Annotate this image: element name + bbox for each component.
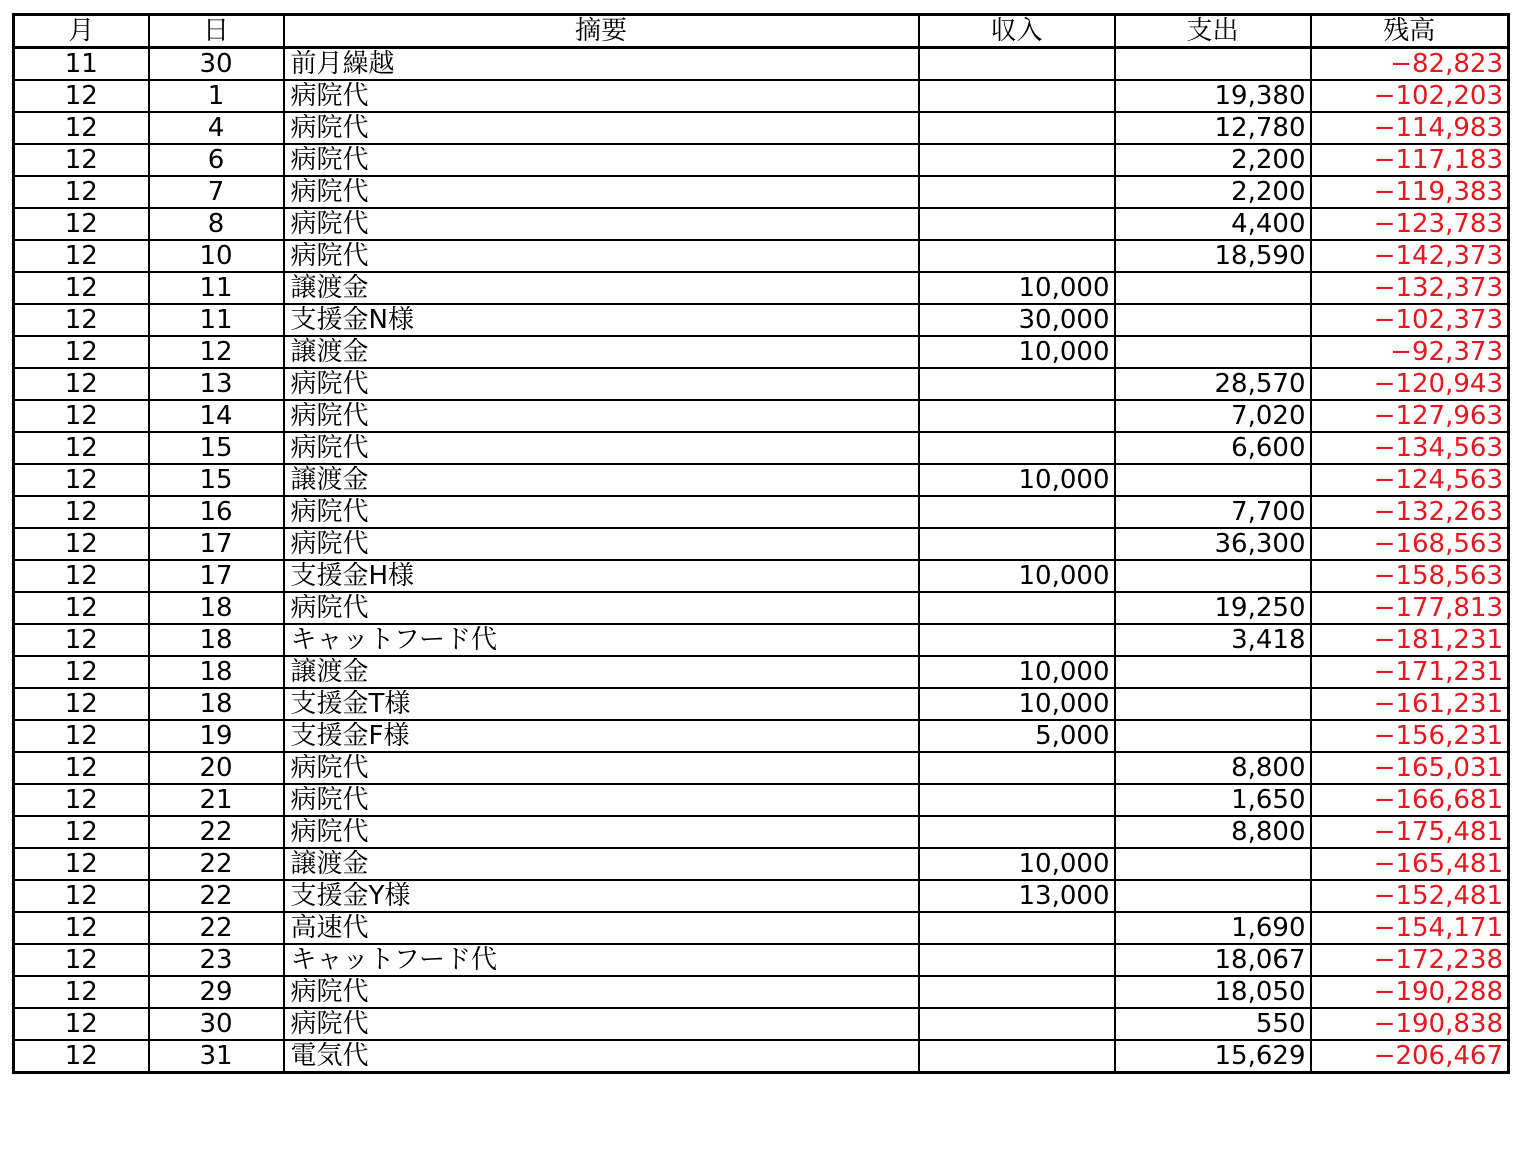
table-row — [14, 624, 1509, 656]
cell-balance: −177,813 — [1311, 592, 1509, 624]
cell-day: 29 — [149, 976, 284, 1008]
header-row — [14, 15, 1509, 48]
cell-description: 病院代 — [284, 144, 919, 176]
cell-income: 5,000 — [919, 720, 1115, 752]
cell-month: 12 — [14, 912, 149, 944]
cell-day: 13 — [149, 368, 284, 400]
cell-month: 12 — [14, 528, 149, 560]
cell-income — [919, 176, 1115, 208]
table-row — [14, 880, 1509, 912]
table-row — [14, 816, 1509, 848]
cell-balance: −158,563 — [1311, 560, 1509, 592]
cell-month: 12 — [14, 176, 149, 208]
cell-income — [919, 976, 1115, 1008]
cell-month: 12 — [14, 112, 149, 144]
cell-description: キャットフード代 — [284, 624, 919, 656]
cell-income: 10,000 — [919, 336, 1115, 368]
ledger-header — [14, 15, 1509, 48]
cell-month: 12 — [14, 496, 149, 528]
cell-expense: 36,300 — [1115, 528, 1311, 560]
cell-income — [919, 528, 1115, 560]
cell-description: 病院代 — [284, 1008, 919, 1040]
cell-day: 17 — [149, 528, 284, 560]
cell-day: 8 — [149, 208, 284, 240]
cell-month: 12 — [14, 944, 149, 976]
cell-income: 10,000 — [919, 272, 1115, 304]
cell-description: 支援金F様 — [284, 720, 919, 752]
cell-description: 支援金N様 — [284, 304, 919, 336]
cell-income — [919, 496, 1115, 528]
ledger-body — [14, 48, 1509, 1073]
cell-description: 病院代 — [284, 432, 919, 464]
cell-balance: −161,231 — [1311, 688, 1509, 720]
cell-expense: 1,690 — [1115, 912, 1311, 944]
header-expense: 支出 — [1115, 15, 1311, 48]
cell-description: 支援金T様 — [284, 688, 919, 720]
cell-month: 12 — [14, 240, 149, 272]
table-row — [14, 336, 1509, 368]
cell-balance: −114,983 — [1311, 112, 1509, 144]
cell-day: 18 — [149, 656, 284, 688]
cell-balance: −119,383 — [1311, 176, 1509, 208]
cell-income: 10,000 — [919, 848, 1115, 880]
cell-description: 譲渡金 — [284, 336, 919, 368]
cell-description: 支援金Y様 — [284, 880, 919, 912]
table-row — [14, 784, 1509, 816]
cell-description: 電気代 — [284, 1040, 919, 1073]
table-row — [14, 912, 1509, 944]
cell-day: 22 — [149, 912, 284, 944]
cell-balance: −120,943 — [1311, 368, 1509, 400]
cell-month: 12 — [14, 656, 149, 688]
cell-expense — [1115, 336, 1311, 368]
table-row — [14, 368, 1509, 400]
cell-balance: −127,963 — [1311, 400, 1509, 432]
cell-income — [919, 48, 1115, 81]
table-row — [14, 560, 1509, 592]
cell-income — [919, 592, 1115, 624]
cell-day: 17 — [149, 560, 284, 592]
cell-expense — [1115, 720, 1311, 752]
cell-description: 病院代 — [284, 112, 919, 144]
cell-description: 病院代 — [284, 176, 919, 208]
cell-day: 11 — [149, 304, 284, 336]
cell-expense — [1115, 304, 1311, 336]
header-month: 月 — [14, 15, 149, 48]
cell-month: 12 — [14, 848, 149, 880]
cell-expense — [1115, 464, 1311, 496]
table-row — [14, 1008, 1509, 1040]
cell-month: 12 — [14, 464, 149, 496]
cell-expense — [1115, 848, 1311, 880]
cell-day: 30 — [149, 48, 284, 81]
cell-description: 病院代 — [284, 80, 919, 112]
cell-expense — [1115, 272, 1311, 304]
cell-day: 15 — [149, 464, 284, 496]
cell-expense: 18,067 — [1115, 944, 1311, 976]
cell-balance: −190,838 — [1311, 1008, 1509, 1040]
cell-description: 病院代 — [284, 496, 919, 528]
cell-month: 12 — [14, 592, 149, 624]
cell-month: 12 — [14, 816, 149, 848]
cell-income — [919, 240, 1115, 272]
cell-description: 病院代 — [284, 208, 919, 240]
table-row — [14, 848, 1509, 880]
header-income: 収入 — [919, 15, 1115, 48]
cell-income — [919, 1008, 1115, 1040]
cell-month: 12 — [14, 336, 149, 368]
cell-income: 30,000 — [919, 304, 1115, 336]
cell-balance: −190,288 — [1311, 976, 1509, 1008]
cell-day: 7 — [149, 176, 284, 208]
cell-month: 12 — [14, 720, 149, 752]
cell-day: 10 — [149, 240, 284, 272]
cell-income: 10,000 — [919, 560, 1115, 592]
cell-day: 18 — [149, 592, 284, 624]
table-row — [14, 528, 1509, 560]
cell-day: 14 — [149, 400, 284, 432]
cell-day: 1 — [149, 80, 284, 112]
cell-expense: 3,418 — [1115, 624, 1311, 656]
cell-day: 22 — [149, 848, 284, 880]
cell-balance: −132,263 — [1311, 496, 1509, 528]
cell-month: 12 — [14, 80, 149, 112]
header-day: 日 — [149, 15, 284, 48]
cell-description: 病院代 — [284, 240, 919, 272]
cell-month: 12 — [14, 272, 149, 304]
cell-expense: 18,050 — [1115, 976, 1311, 1008]
cell-income — [919, 1040, 1115, 1073]
cell-expense: 15,629 — [1115, 1040, 1311, 1073]
cell-description: キャットフード代 — [284, 944, 919, 976]
cell-balance: −132,373 — [1311, 272, 1509, 304]
cell-day: 19 — [149, 720, 284, 752]
table-row — [14, 432, 1509, 464]
cell-balance: −165,031 — [1311, 752, 1509, 784]
cell-income — [919, 144, 1115, 176]
table-row — [14, 272, 1509, 304]
table-row — [14, 976, 1509, 1008]
cell-expense: 18,590 — [1115, 240, 1311, 272]
cell-balance: −181,231 — [1311, 624, 1509, 656]
cell-description: 病院代 — [284, 400, 919, 432]
cell-description: 病院代 — [284, 976, 919, 1008]
table-row — [14, 688, 1509, 720]
cell-expense: 4,400 — [1115, 208, 1311, 240]
table-row — [14, 1040, 1509, 1073]
cell-balance: −124,563 — [1311, 464, 1509, 496]
cell-expense — [1115, 560, 1311, 592]
cell-day: 30 — [149, 1008, 284, 1040]
cell-expense: 6,600 — [1115, 432, 1311, 464]
cell-income — [919, 432, 1115, 464]
cell-month: 12 — [14, 208, 149, 240]
cell-expense: 7,020 — [1115, 400, 1311, 432]
cell-expense — [1115, 656, 1311, 688]
table-row — [14, 400, 1509, 432]
cell-month: 12 — [14, 368, 149, 400]
cell-expense: 550 — [1115, 1008, 1311, 1040]
cell-description: 譲渡金 — [284, 848, 919, 880]
cell-day: 21 — [149, 784, 284, 816]
cell-day: 22 — [149, 880, 284, 912]
table-row — [14, 240, 1509, 272]
cell-balance: −123,783 — [1311, 208, 1509, 240]
cell-balance: −206,467 — [1311, 1040, 1509, 1073]
cell-balance: −102,373 — [1311, 304, 1509, 336]
cell-balance: −82,823 — [1311, 48, 1509, 81]
cell-month: 12 — [14, 560, 149, 592]
cell-month: 12 — [14, 688, 149, 720]
cell-description: 病院代 — [284, 752, 919, 784]
cell-month: 12 — [14, 752, 149, 784]
header-balance: 残高 — [1311, 15, 1509, 48]
cell-balance: −152,481 — [1311, 880, 1509, 912]
table-row — [14, 48, 1509, 81]
cell-description: 病院代 — [284, 816, 919, 848]
cell-description: 高速代 — [284, 912, 919, 944]
cell-expense: 2,200 — [1115, 144, 1311, 176]
cell-balance: −168,563 — [1311, 528, 1509, 560]
table-row — [14, 304, 1509, 336]
cell-expense: 19,250 — [1115, 592, 1311, 624]
cell-month: 12 — [14, 400, 149, 432]
table-row — [14, 80, 1509, 112]
cell-description: 譲渡金 — [284, 272, 919, 304]
table-row — [14, 944, 1509, 976]
cell-day: 18 — [149, 624, 284, 656]
cell-balance: −156,231 — [1311, 720, 1509, 752]
cell-income — [919, 400, 1115, 432]
cell-expense — [1115, 48, 1311, 81]
cell-month: 12 — [14, 784, 149, 816]
cell-day: 22 — [149, 816, 284, 848]
cell-balance: −165,481 — [1311, 848, 1509, 880]
cell-income: 10,000 — [919, 688, 1115, 720]
cell-balance: −166,681 — [1311, 784, 1509, 816]
cell-balance: −92,373 — [1311, 336, 1509, 368]
cell-month: 12 — [14, 624, 149, 656]
cell-expense: 8,800 — [1115, 752, 1311, 784]
cell-month: 12 — [14, 1040, 149, 1073]
cell-description: 病院代 — [284, 528, 919, 560]
cell-description: 譲渡金 — [284, 656, 919, 688]
cell-expense: 7,700 — [1115, 496, 1311, 528]
cell-month: 12 — [14, 432, 149, 464]
table-row — [14, 656, 1509, 688]
cell-month: 12 — [14, 144, 149, 176]
cell-day: 31 — [149, 1040, 284, 1073]
cell-balance: −134,563 — [1311, 432, 1509, 464]
cell-day: 15 — [149, 432, 284, 464]
cell-balance: −142,373 — [1311, 240, 1509, 272]
cell-description: 病院代 — [284, 784, 919, 816]
cell-income — [919, 912, 1115, 944]
cell-expense: 1,650 — [1115, 784, 1311, 816]
cell-description: 病院代 — [284, 592, 919, 624]
cell-income — [919, 208, 1115, 240]
cell-income — [919, 944, 1115, 976]
cell-expense — [1115, 880, 1311, 912]
table-row — [14, 144, 1509, 176]
cell-income: 13,000 — [919, 880, 1115, 912]
cell-income — [919, 368, 1115, 400]
cell-expense: 2,200 — [1115, 176, 1311, 208]
table-row — [14, 208, 1509, 240]
cell-expense — [1115, 688, 1311, 720]
header-description: 摘要 — [284, 15, 919, 48]
cell-income — [919, 624, 1115, 656]
cell-month: 11 — [14, 48, 149, 81]
cell-income: 10,000 — [919, 656, 1115, 688]
cell-month: 12 — [14, 976, 149, 1008]
cell-balance: −117,183 — [1311, 144, 1509, 176]
cell-description: 前月繰越 — [284, 48, 919, 81]
cell-balance: −154,171 — [1311, 912, 1509, 944]
cell-month: 12 — [14, 880, 149, 912]
cell-day: 11 — [149, 272, 284, 304]
cell-expense: 12,780 — [1115, 112, 1311, 144]
cell-day: 20 — [149, 752, 284, 784]
cell-day: 23 — [149, 944, 284, 976]
cell-balance: −172,238 — [1311, 944, 1509, 976]
cell-income — [919, 816, 1115, 848]
cell-day: 12 — [149, 336, 284, 368]
cell-income — [919, 112, 1115, 144]
cell-expense: 28,570 — [1115, 368, 1311, 400]
cell-income — [919, 80, 1115, 112]
cell-day: 6 — [149, 144, 284, 176]
cell-day: 18 — [149, 688, 284, 720]
cell-balance: −171,231 — [1311, 656, 1509, 688]
cell-balance: −175,481 — [1311, 816, 1509, 848]
table-row — [14, 176, 1509, 208]
cell-description: 譲渡金 — [284, 464, 919, 496]
cell-month: 12 — [14, 304, 149, 336]
cell-expense: 19,380 — [1115, 80, 1311, 112]
table-row — [14, 112, 1509, 144]
cell-expense: 8,800 — [1115, 816, 1311, 848]
cell-income — [919, 784, 1115, 816]
table-row — [14, 592, 1509, 624]
cell-income: 10,000 — [919, 464, 1115, 496]
table-row — [14, 464, 1509, 496]
ledger-table — [12, 13, 1510, 1074]
cell-income — [919, 752, 1115, 784]
cell-description: 支援金H様 — [284, 560, 919, 592]
table-row — [14, 496, 1509, 528]
cell-description: 病院代 — [284, 368, 919, 400]
cell-day: 16 — [149, 496, 284, 528]
cell-month: 12 — [14, 1008, 149, 1040]
cell-balance: −102,203 — [1311, 80, 1509, 112]
table-row — [14, 720, 1509, 752]
table-row — [14, 752, 1509, 784]
cell-day: 4 — [149, 112, 284, 144]
